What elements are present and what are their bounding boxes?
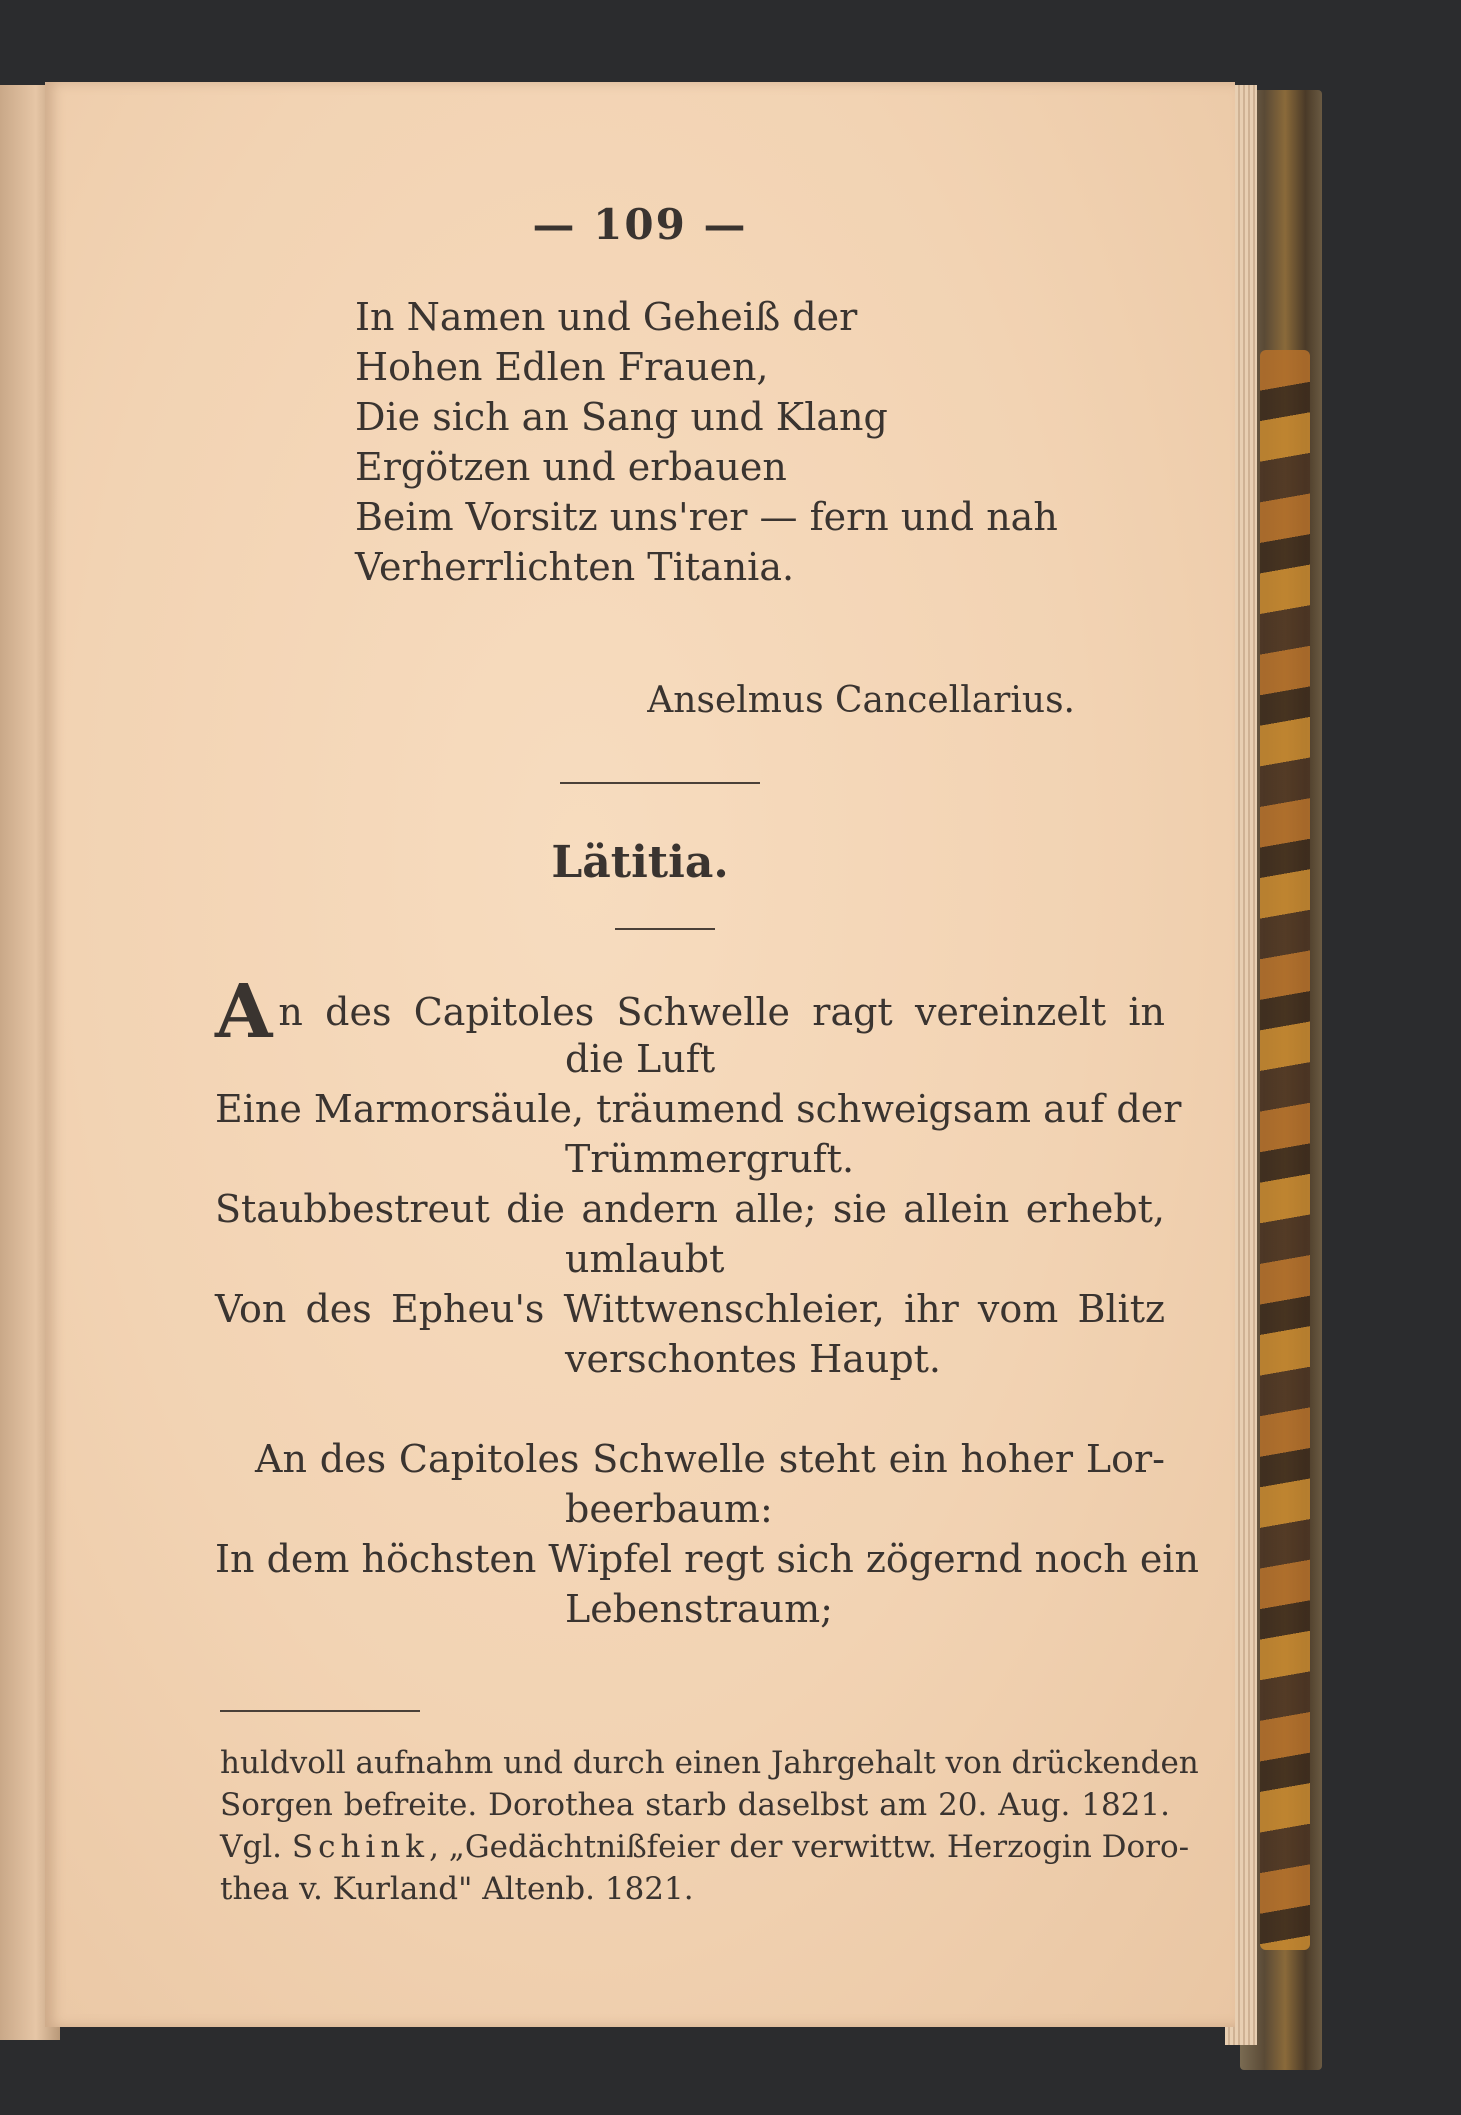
book-page: [45, 82, 1235, 2027]
poem-line: In dem höchsten Wipfel regt sich zögernd noch ein: [215, 1537, 1199, 1581]
page-number: — 109 —: [532, 200, 748, 249]
poem-line: Staubbestreut die andern alle; sie allein erhebt,: [215, 1187, 1165, 1231]
drop-cap: A: [215, 969, 273, 1055]
dedication-verse: [355, 292, 1058, 592]
poem-line: verschontes Haupt.: [565, 1337, 942, 1381]
poem-line: An des Capitoles Schwelle steht ein hoher Lor-: [255, 1437, 1165, 1481]
author-name: Schink: [291, 1829, 430, 1865]
verse-line: Ergötzen und erbauen: [355, 445, 787, 489]
footnote-line: thea v. Kurland" Altenb. 1821.: [220, 1871, 694, 1907]
footnote: [220, 1742, 1199, 1910]
poem-line: Trümmergruft.: [565, 1137, 855, 1181]
verse-line: Hohen Edlen Frauen,: [355, 345, 769, 389]
poem-title: Lätitia.: [551, 837, 729, 888]
poem-line: umlaubt: [565, 1237, 725, 1281]
footnote-line: Vgl. Schink, „Gedächtnißfeier der verwittw. Herzogin Doro-: [220, 1829, 1190, 1865]
poem-line: Von des Epheu's Wittwenschleier, ihr vom Blitz: [215, 1287, 1165, 1331]
poem-body: [215, 969, 1199, 1637]
signature: Anselmus Cancellarius.: [647, 680, 1075, 721]
footnote-line: huldvoll aufnahm und durch einen Jahrgehalt von drückenden: [220, 1745, 1199, 1781]
verse-line: Beim Vorsitz uns'rer — fern und nah: [355, 495, 1058, 539]
poem-line: Lebenstraum;: [565, 1587, 833, 1631]
poem-line: [215, 969, 1165, 1055]
footnote-rule: [220, 1710, 420, 1712]
divider-rule: [615, 928, 715, 930]
verse-line: In Namen und Geheiß der: [355, 295, 858, 339]
verse-line: Die sich an Sang und Klang: [355, 395, 888, 439]
stanza-gap: [215, 1387, 1165, 1437]
verse-line: Verherrlichten Titania.: [355, 545, 795, 589]
poem-line-text: n des Capitoles Schwelle ragt vereinzelt in: [278, 990, 1165, 1034]
footnote-line: Sorgen befreite. Dorothea starb daselbst am 20. Aug. 1821.: [220, 1787, 1170, 1823]
poem-line: beerbaum:: [565, 1487, 773, 1531]
divider-rule: [560, 782, 760, 784]
poem-line: Eine Marmorsäule, träumend schweigsam auf der: [215, 1087, 1182, 1131]
poem-line: die Luft: [565, 1037, 716, 1081]
